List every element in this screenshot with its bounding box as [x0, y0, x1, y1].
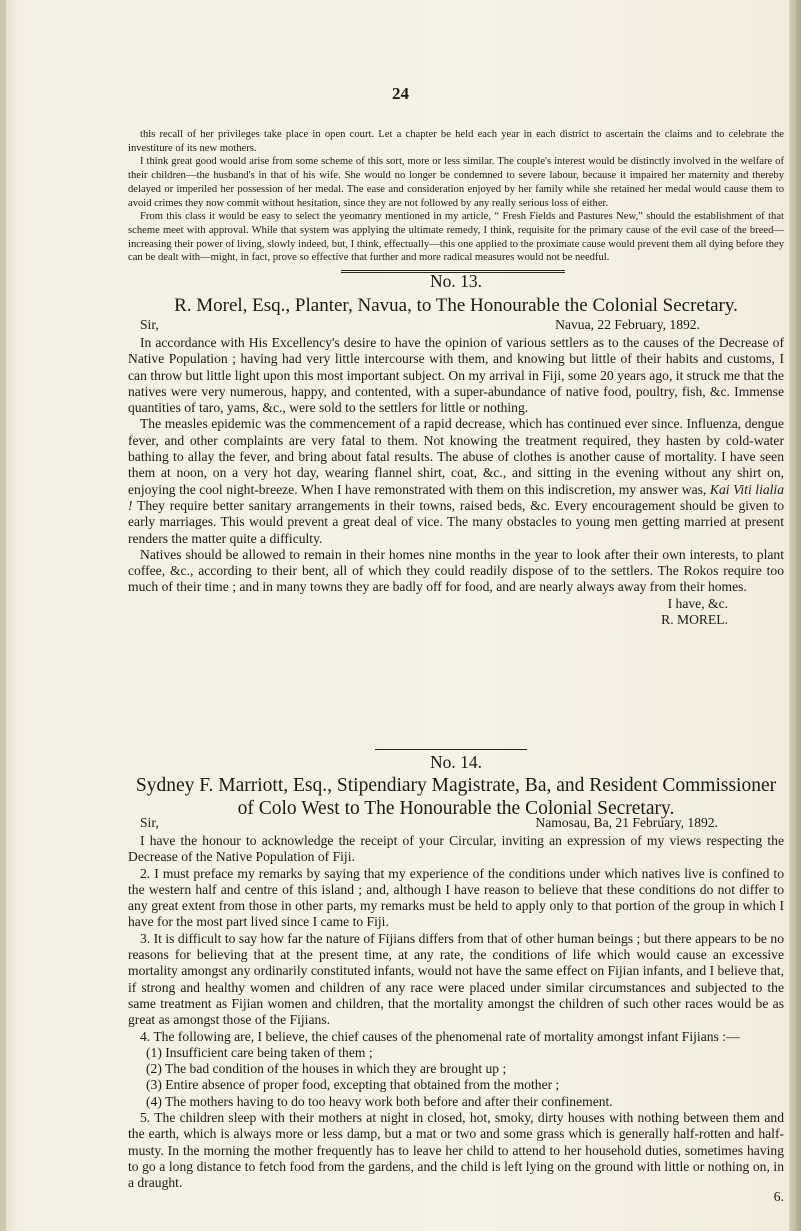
catchword: 6. — [773, 1188, 784, 1204]
letter-13-header — [128, 317, 784, 335]
fijian-quote: Kai Viti lialia ! — [128, 481, 785, 513]
letter-14-header — [128, 815, 784, 833]
body-text: They require better sanitary arrangements in their towns, raised beds, &c. Every encouragement should be given to early marriages. This would prevent a great deal of vice. The many obstacles to young men getting married at present renders the matter quite a difficulty. — [128, 497, 784, 546]
place-date: Namosau, Ba, 21 February, 1892. — [535, 815, 718, 830]
list-item: (4) The mothers having to do too heavy work both before and after their confinement. — [146, 1093, 613, 1109]
place-date: Navua, 22 February, 1892. — [555, 317, 700, 332]
list-item: (1) Insufficient care being taken of them ; — [146, 1044, 373, 1060]
intro-paragraph: this recall of her privileges take place in open court. Let a chapter be held each year in each district to ascertain the claims and to celebrate the investiture of its new mothers. — [128, 129, 784, 154]
page-right-edge — [789, 0, 801, 1231]
salutation: Sir, — [140, 317, 159, 332]
list-item: (3) Entire absence of proper food, excepting that obtained from the mother ; — [146, 1077, 560, 1093]
letter-13-signoff — [128, 596, 784, 629]
letter-14 — [128, 815, 784, 1205]
page-left-edge — [0, 0, 6, 1231]
section-divider — [375, 749, 527, 750]
letter-13-number: No. 13. — [429, 271, 482, 291]
body-text: The measles epidemic was the commencement of a rapid decrease, which has continued ever since. Influenza, dengue fever, and other complaints are very fatal to them. Not knowing the treatment required, they hasten by cold-water bathing to allay the fever, and bring about fatal results. The abuse of clothes is another cause of mortality. I have seen them at noon, on a very hot day, wearing flannel shirt, coat, &c., and sitting in the evening without any shirt on, enjoying the cool night-breeze. — [128, 416, 784, 497]
body-paragraph: In accordance with His Excellency's desire to have the opinion of various settlers as to the causes of the Decrease of Native Population ; having had very little intercourse with them, and knowing but little of their habits and customs, I can throw but little light upon this most important subject. On my arrival in Fiji, some 20 years ago, it struck me that the natives were very numerous, happy, and contented, with a super-abundance of native food, poultry, fish, &c. Immense quantities of taro, yams, &c., were sold to the settlers for little or nothing. — [128, 335, 784, 416]
intro-paragraph: I think great good would arise from some scheme of this sort, more or less similar. The couple's interest would be distinctly involved in the welfare of their children—the husband's in that of his wife. She would no longer be condemned to severe labour, because it impaired her maternity and thereby delayed or imperiled her possession of her medal. The ease and consideration enjoyed by her family while she retained her medal would cause them to avoid crimes they now commit without hesitation, since they are not followed by any really serious loss of either. — [128, 156, 784, 209]
body-paragraph — [128, 416, 784, 546]
intro-paragraph: From this class it would be easy to select the yeomanry mentioned in my article, “ Fresh Fields and Pastures New,” should the establishment of that scheme meet with approval. While that system was applying the ultimate remedy, I think, requisite for the primary cause of the evil case of the breed—increasing their power of living, slowly indeed, but, I think, effectually—this one applied to the proximate cause would prevent them all dying before they can be dealt with—might, in fact, prove so effective that further and more radical measures would not be needful. — [128, 211, 784, 264]
salutation: Sir, — [140, 815, 159, 830]
intro-text — [128, 128, 784, 265]
letter-14-number: No. 14. — [429, 752, 482, 772]
body-paragraph: 4. The following are, I believe, the chief causes of the phenomenal rate of mortality amongst infant Fijians :— — [140, 1028, 740, 1044]
body-paragraph: Natives should be allowed to remain in their homes nine months in the year to look after their own interests, to plant coffee, &c., according to their bent, all of which they could readily dispose of to the settlers. The Rokos require too much of their time ; and in many towns they are badly off for food, and are nearly always away from their homes. — [128, 546, 784, 595]
page-number: 24 — [392, 84, 409, 103]
body-text: When I have remonstrated with them on this indiscretion, my answer was, — [300, 481, 710, 497]
closing: I have, &c. — [667, 595, 728, 611]
body-paragraph: 3. It is difficult to say how far the nature of Fijians differs from that of other human beings ; but there appears to be no reasons for believing that at the present time, at any rate, the conditions of life which would cause an excessive mortality amongst any ordinarily constituted infants, would not have the same effect on Fijian infants, and I believe that, if strong and healthy women and children of any race were placed under similar circumstances and subjected to the same treatment as Fijian women and children, that the mortality amongst the children of such other races would be as great as amongst those of the Fijians. — [128, 930, 784, 1028]
body-paragraph: 2. I must preface my remarks by saying that my experience of the conditions under which natives live is confined to the western half and centre of this island ; and, although I have reason to believe that these conditions do not differ to any great extent from those in other parts, my remarks must be held to apply only to that portion of the group in which I have for the most part lived since I came to Fiji. — [128, 865, 784, 930]
signature: R. MOREL. — [661, 612, 728, 628]
letter-13-title: R. Morel, Esq., Planter, Navua, to The Honourable the Colonial Secretary. — [174, 295, 738, 316]
letter-14-title: Sydney F. Marriott, Esq., Stipendiary Magistrate, Ba, and Resident Commissioner of Colo West to The Honourable the Colonial Secretary. — [135, 775, 777, 819]
list-item: (2) The bad condition of the houses in which they are brought up ; — [146, 1061, 507, 1077]
body-paragraph: 5. The children sleep with their mothers at night in closed, hot, smoky, dirty houses with nothing between them and the earth, which is always more or less damp, but a mat or two and some grass which is generally half-rotten and half-musty. In the morning the mother frequently has to leave her child to attend to her household duties, sometimes having to go a long distance to fetch food from the gardens, and the child is left lying on the ground with little or nothing on, in a draught. — [128, 1110, 784, 1191]
letter-13 — [128, 317, 784, 628]
body-paragraph: I have the honour to acknowledge the receipt of your Circular, inviting an expression of my views respecting the Decrease of the Native Population of Fiji. — [128, 833, 784, 865]
